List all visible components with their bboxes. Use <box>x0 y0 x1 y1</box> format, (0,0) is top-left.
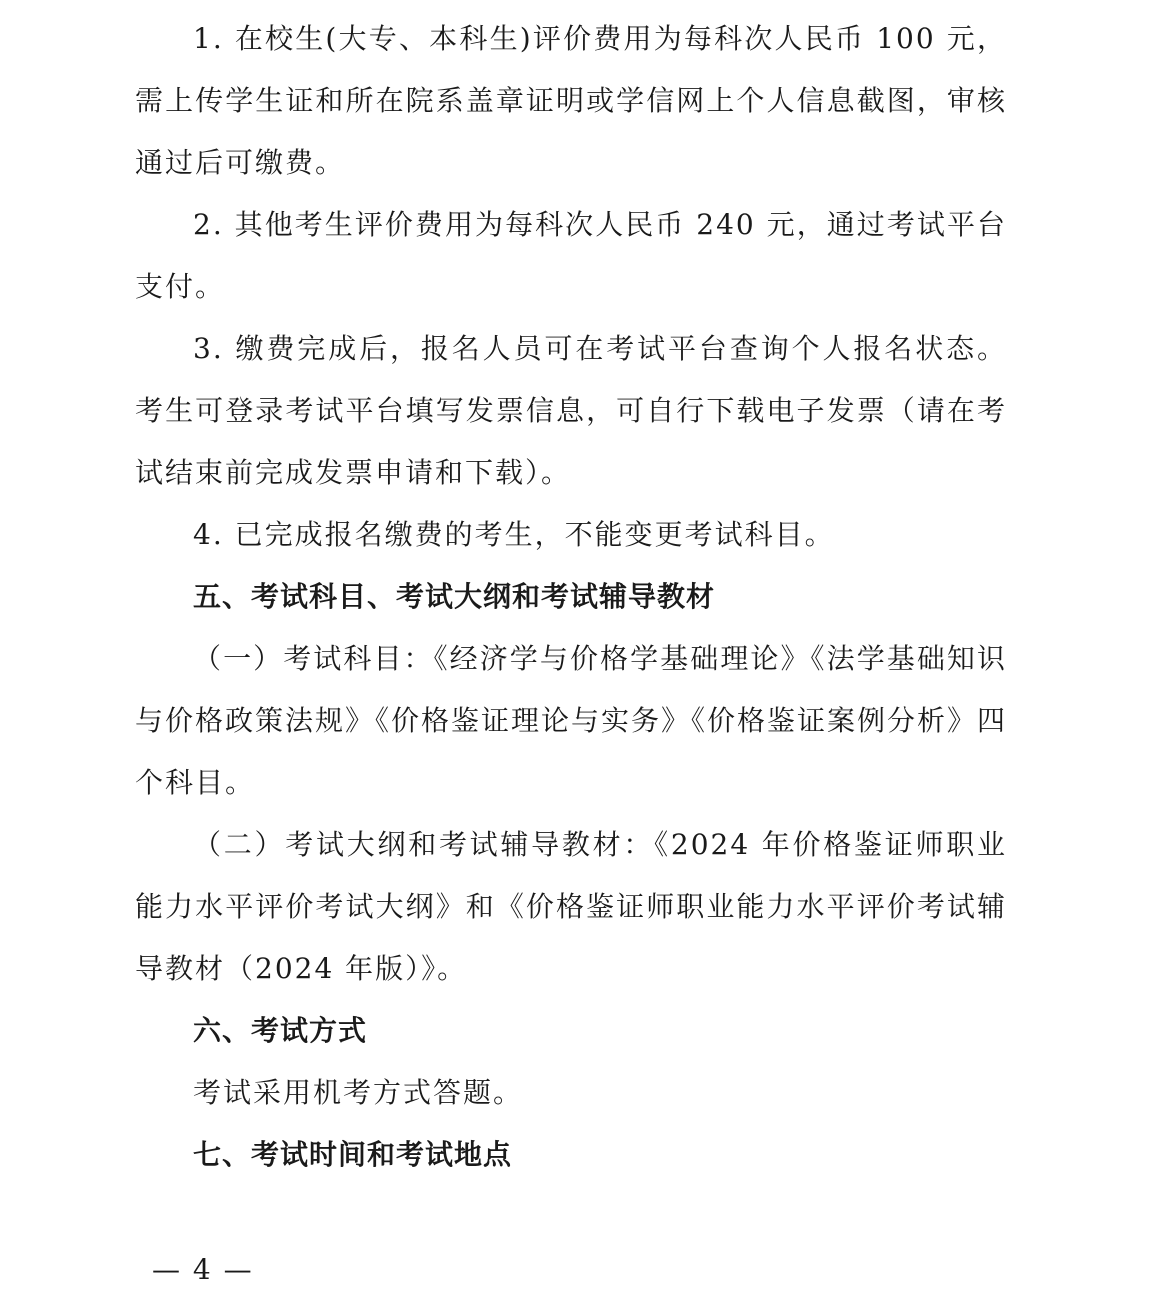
section-heading-7: 七、考试时间和考试地点 <box>193 1138 513 1171</box>
exam-subjects-paragraph: （一）考试科目：《经济学与价格学基础理论》《法学基础知识与价格政策法规》《价格鉴证理论与实务》《价格鉴证案例分析》四个科目。 <box>135 642 1008 799</box>
document-body <box>135 8 1007 1186</box>
fee-item-2: 2. 其他考生评价费用为每科次人民币 240 元，通过考试平台支付。 <box>135 208 1007 303</box>
section-heading-5: 五、考试科目、考试大纲和考试辅导教材 <box>193 580 716 613</box>
section-heading-6: 六、考试方式 <box>193 1014 368 1047</box>
exam-syllabus-paragraph: （二）考试大纲和考试辅导教材：《2024 年价格鉴证师职业能力水平评价考试大纲》和《价格鉴证师职业能力水平评价考试辅导教材（2024 年版）》。 <box>135 828 1007 985</box>
exam-method-paragraph: 考试采用机考方式答题。 <box>193 1076 524 1109</box>
page-number: — 4 — <box>152 1253 254 1286</box>
fee-item-3: 3. 缴费完成后，报名人员可在考试平台查询个人报名状态。考生可登录考试平台填写发票信息，可自行下载电子发票（请在考试结束前完成发票申请和下载）。 <box>135 332 1007 489</box>
fee-item-1: 1. 在校生(大专、本科生)评价费用为每科次人民币 100 元，需上传学生证和所在院系盖章证明或学信网上个人信息截图，审核通过后可缴费。 <box>135 22 1007 179</box>
fee-item-4: 4. 已完成报名缴费的考生，不能变更考试科目。 <box>193 518 835 551</box>
